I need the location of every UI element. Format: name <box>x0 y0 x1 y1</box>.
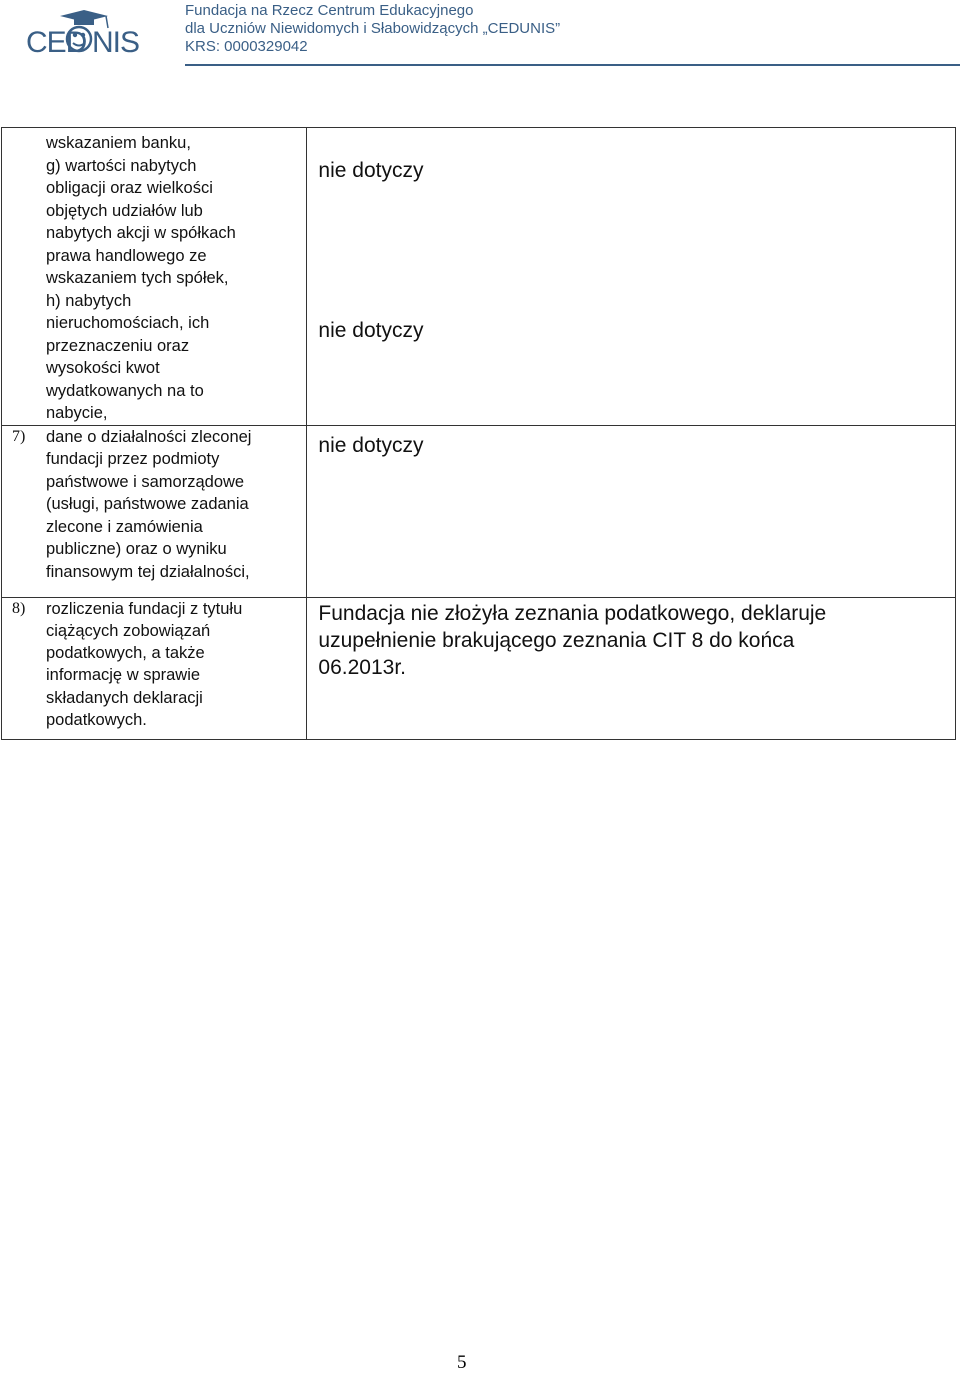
text-line: (usługi, państwowe zadania <box>46 495 249 513</box>
row-g-h-right-cell <box>307 128 956 426</box>
text-line: finansowym tej działalności, <box>46 562 250 581</box>
text-line: uzupełnienie brakującego zeznania CIT 8 do końca <box>318 628 795 652</box>
text-line: podatkowych, a także <box>46 644 205 663</box>
text-line: nieruchomościach, ich <box>46 314 210 332</box>
answer-h: nie dotyczy <box>318 319 424 342</box>
svg-text:NIS: NIS <box>92 26 140 59</box>
text-line: państwowe i samorządowe <box>46 472 245 491</box>
row-7-right-cell <box>307 425 956 597</box>
header-foundation-info <box>185 2 560 56</box>
text-line: wydatkowanych na to <box>46 381 204 400</box>
text-line: prawa handlowego ze <box>46 246 207 265</box>
text-line: wskazaniem banku, <box>46 134 191 152</box>
table-row-g-h <box>2 128 956 426</box>
table-row-8 <box>2 597 956 739</box>
text-line: nabycie, <box>46 404 108 422</box>
text-line: Fundacja nie złożyła zeznania podatkowego, deklaruje <box>318 601 827 625</box>
text-line: wskazaniem tych spółek, <box>46 269 229 287</box>
text-line: obligacji oraz wielkości <box>46 179 213 197</box>
text-line: 06.2013r. <box>318 655 406 679</box>
header-line-1: Fundacja na Rzecz Centrum Edukacyjnego <box>185 2 474 19</box>
answer-g: nie dotyczy <box>318 159 424 182</box>
report-table <box>1 127 956 740</box>
text-line: dane o działalności zleconej <box>46 427 252 446</box>
text-line: g) wartości nabytych <box>46 156 197 175</box>
text-line: fundacji przez podmioty <box>46 450 220 468</box>
svg-text:CED: CED <box>26 26 87 59</box>
row-8-right-cell <box>307 597 956 739</box>
text-line: ciążących zobowiązań <box>46 621 211 640</box>
text-line: informację w sprawie <box>46 666 201 685</box>
text-line: rozliczenia fundacji z tytułu <box>46 599 243 618</box>
text-line: zlecone i zamówienia <box>46 517 203 536</box>
item-number: 7) <box>12 427 26 445</box>
header-line-2: dla Uczniów Niewidomych i Słabowidzących „CEDUNIS” <box>185 20 561 37</box>
row-g-h-left-cell <box>2 128 307 426</box>
text-line: podatkowych. <box>46 710 147 729</box>
item-7 <box>2 426 306 584</box>
page-header <box>0 0 960 72</box>
text-line: publiczne) oraz o wyniku <box>46 540 227 558</box>
text-line: h) nabytych <box>46 291 132 310</box>
header-line-3: KRS: 0000329042 <box>185 38 308 55</box>
text-line: wysokości kwot <box>46 359 160 377</box>
answer-8 <box>307 598 955 681</box>
table-row-7 <box>2 425 956 597</box>
answer-7: nie dotyczy <box>318 433 424 457</box>
text-line: przeznaczeniu oraz <box>46 336 190 355</box>
item-8 <box>2 598 306 732</box>
cedunis-logo <box>24 4 154 60</box>
header-divider <box>185 64 960 66</box>
item-number: 8) <box>12 599 26 617</box>
row-8-left-cell <box>2 597 307 739</box>
row-g-h-text <box>2 128 306 425</box>
page-number: 5 <box>457 1352 467 1373</box>
row-7-left-cell <box>2 425 307 597</box>
text-line: składanych deklaracji <box>46 688 203 707</box>
text-line: nabytych akcji w spółkach <box>46 224 236 242</box>
text-line: objętych udziałów lub <box>46 201 203 220</box>
